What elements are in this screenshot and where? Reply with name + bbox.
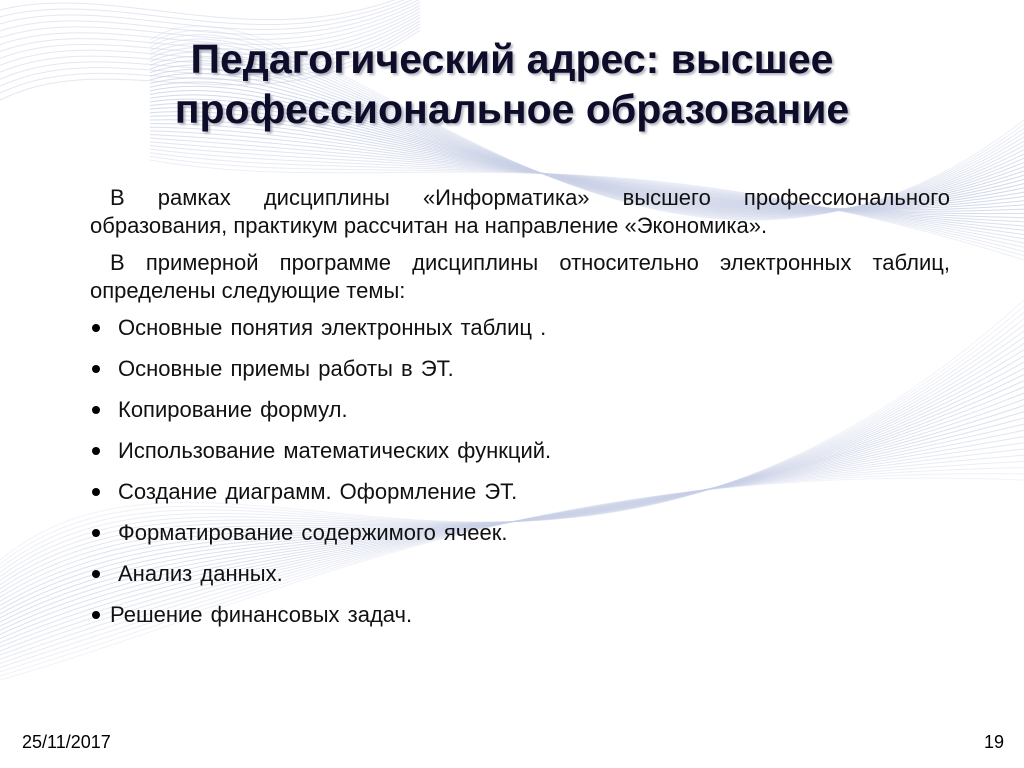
bullet-icon: [92, 324, 100, 332]
bullet-icon: [92, 447, 100, 455]
list-item: [118, 314, 950, 355]
list-item: [118, 437, 950, 478]
list-item-text: Копирование формул.: [118, 397, 348, 422]
page-number: 19: [983, 732, 1004, 752]
bullet-icon: [92, 570, 100, 578]
list-item: [118, 519, 950, 560]
bullet-icon: [92, 611, 100, 619]
paragraph-intro: В рамках дисциплины «Информатика» высшего профессионального образования, практикум рассчитан на направление «Экономика».: [90, 185, 950, 238]
bullet-icon: [92, 406, 100, 414]
slide-content: [90, 184, 950, 642]
bullet-icon: [92, 365, 100, 373]
list-item: [110, 601, 950, 642]
list-item-text: Использование математических функций.: [118, 438, 552, 463]
bullet-icon: [92, 488, 100, 496]
list-item-text: Анализ данных.: [118, 561, 283, 586]
list-item: [118, 355, 950, 396]
list-item: [118, 396, 950, 437]
paragraph-topics-intro: В примерной программе дисциплины относительно электронных таблиц, определены следующие темы:: [90, 250, 950, 303]
bullet-icon: [92, 529, 100, 537]
list-item-text: Решение финансовых задач.: [110, 602, 413, 627]
slide-title: Педагогический адрес: высшее профессиональное образование: [174, 36, 850, 132]
list-item: [118, 560, 950, 601]
list-item-text: Основные приемы работы в ЭТ.: [118, 356, 454, 381]
list-item-text: Создание диаграмм. Оформление ЭТ.: [118, 479, 518, 504]
list-item-text: Форматирование содержимого ячеек.: [118, 520, 508, 545]
list-item-text: Основные понятия электронных таблиц .: [118, 315, 547, 340]
footer-date: 25/11/2017: [22, 732, 111, 752]
list-item: [118, 478, 950, 519]
topics-list: [90, 314, 950, 642]
